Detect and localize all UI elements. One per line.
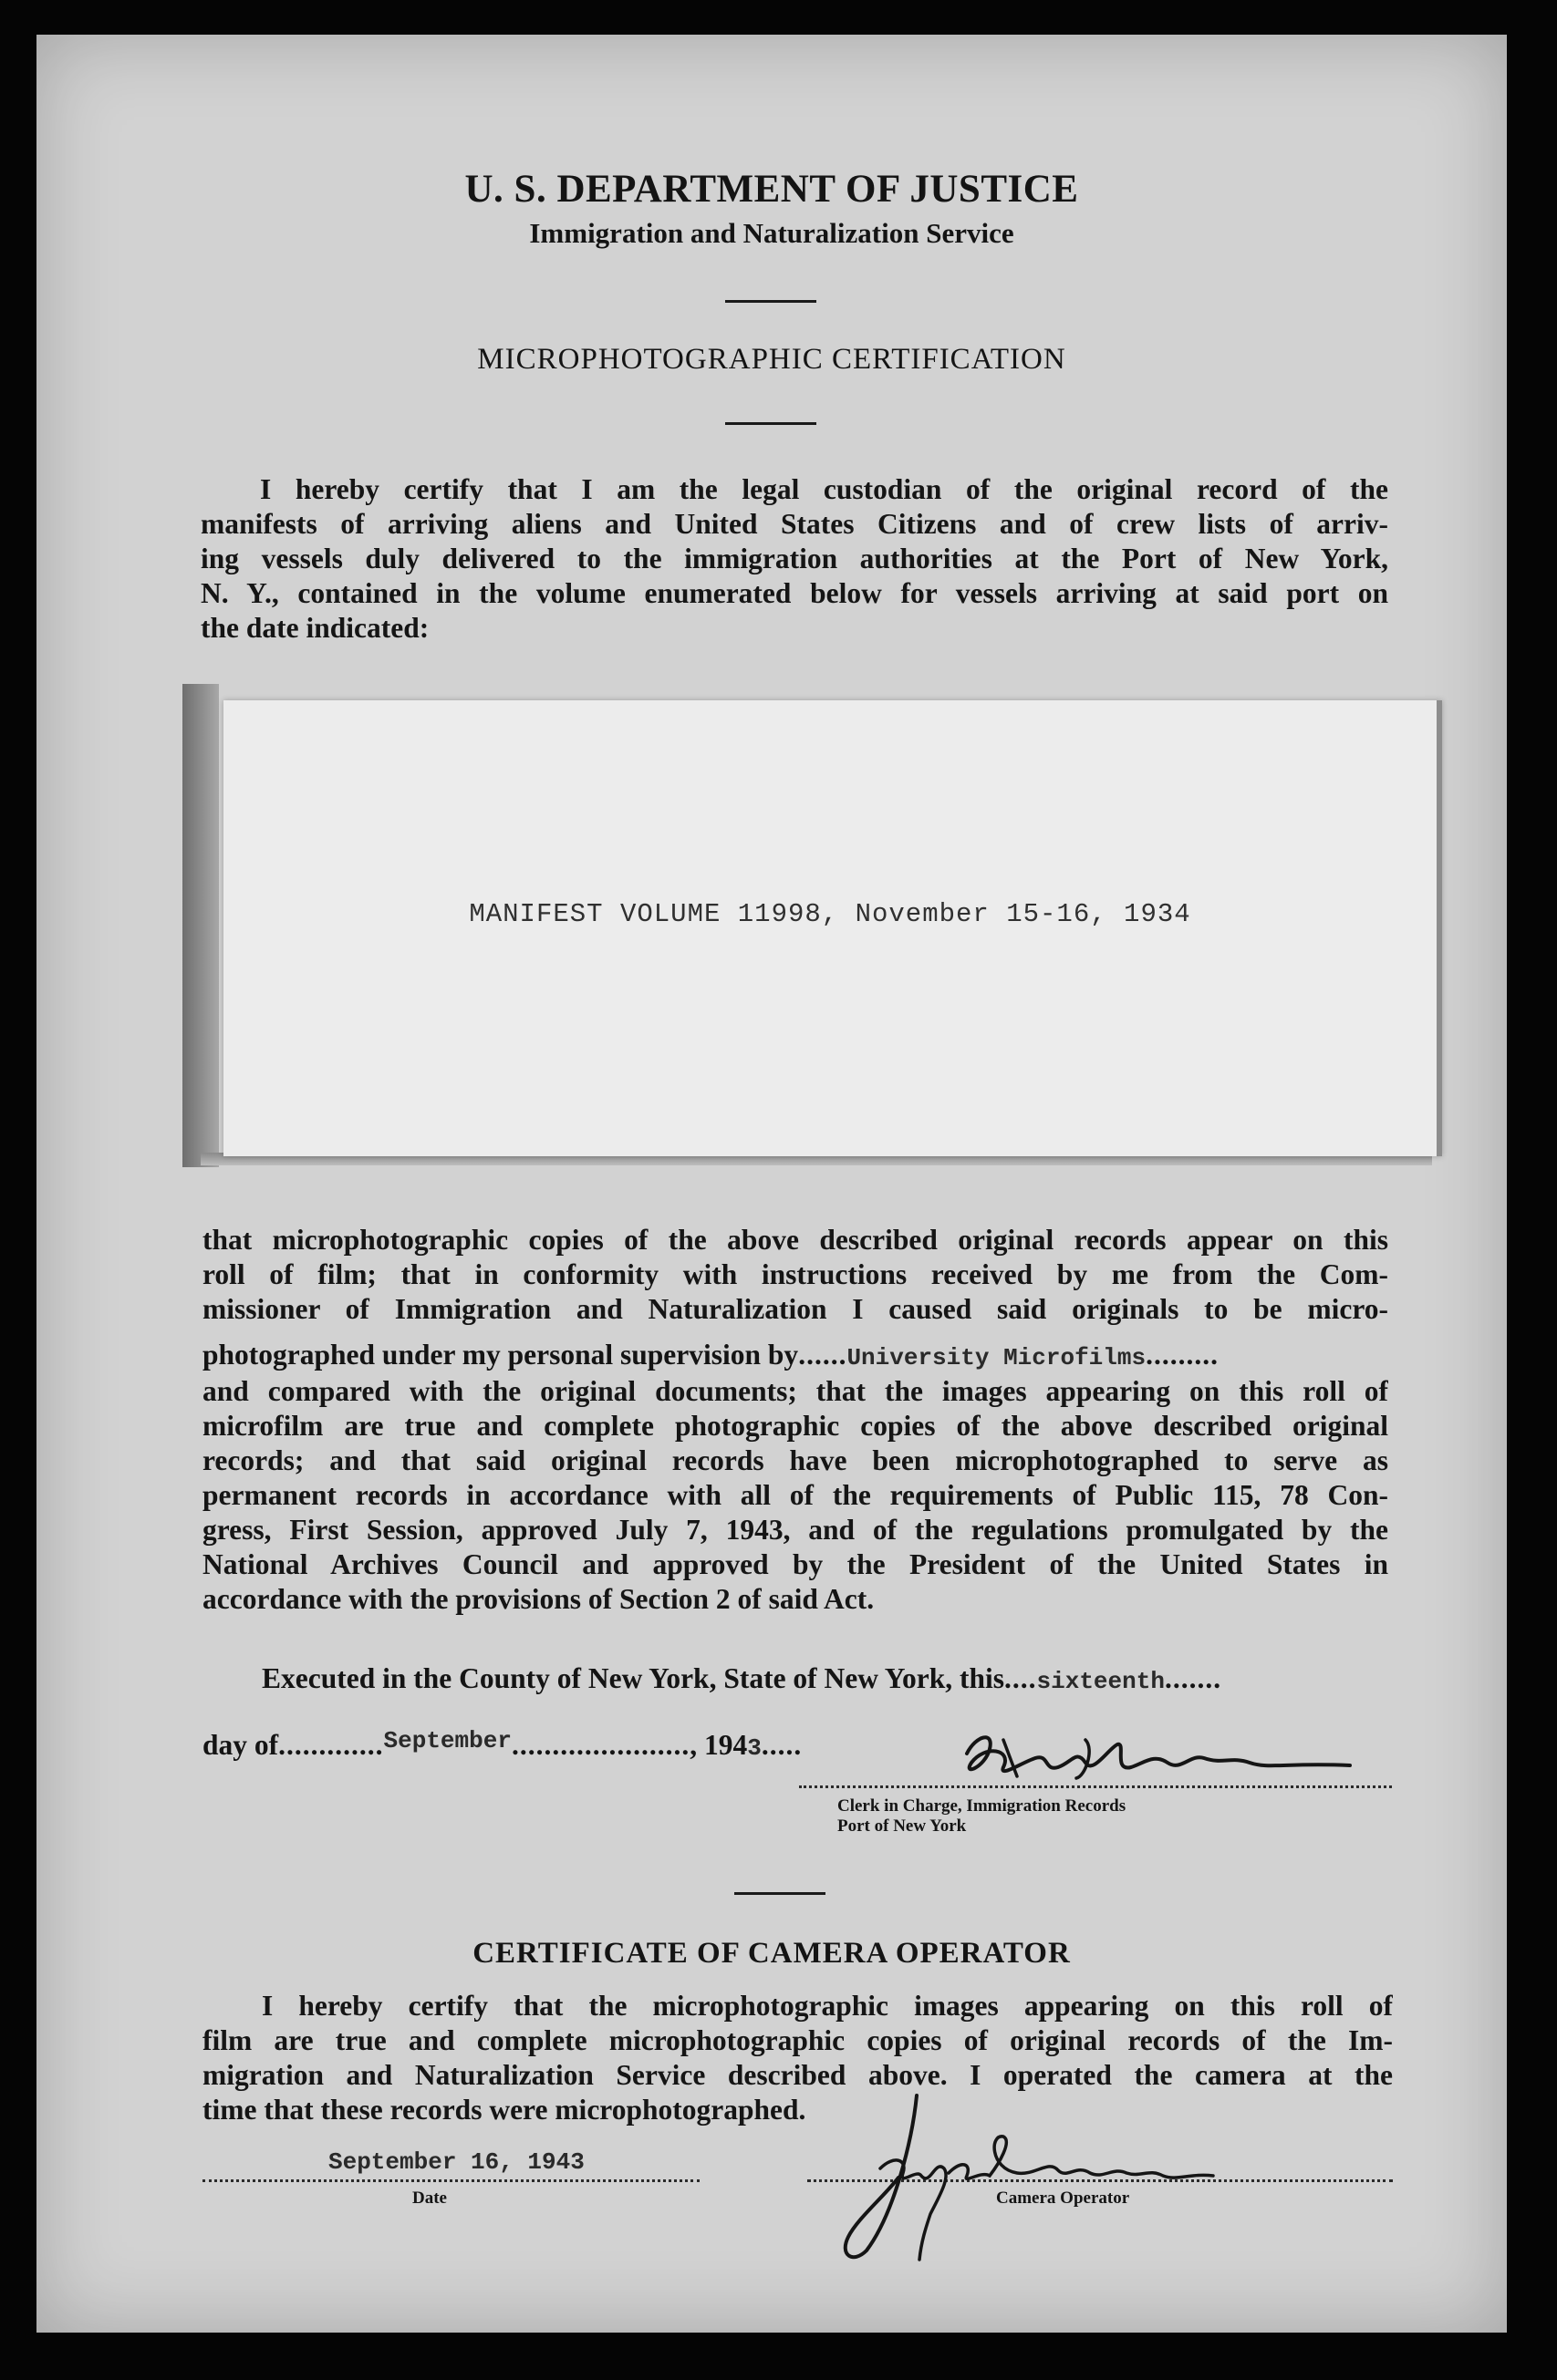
paragraph-line: I hereby certify that the microphotographic images appearing on this roll of	[262, 1990, 1393, 2022]
paragraph-line: film are true and complete microphotographic copies of original records of the Im-	[202, 2024, 1393, 2056]
paragraph-line: that microphotographic copies of the above described original records appear on this	[202, 1224, 1388, 1256]
camera-operator-label: Camera Operator	[996, 2189, 1130, 2208]
paragraph-line: time that these records were microphotographed.	[202, 2094, 806, 2126]
paragraph-line: microfilm are true and complete photographic copies of the above described original	[202, 1410, 1388, 1442]
certification-title: MICROPHOTOGRAPHIC CERTIFICATION	[477, 343, 1066, 376]
execution-line	[262, 1662, 1393, 1699]
divider-rule	[734, 1892, 825, 1895]
camera-operator-signature	[784, 2068, 1222, 2278]
execution-prefix: Executed in the County of New York, State of New York, this	[262, 1662, 1005, 1694]
date-line	[202, 1729, 932, 1767]
dotted-leader: .........	[1146, 1339, 1219, 1371]
supervision-line	[202, 1339, 1388, 1375]
execution-day: sixteenth	[1036, 1668, 1165, 1695]
supervision-company: University Microfilms	[846, 1344, 1147, 1371]
paragraph-line: the date indicated:	[201, 612, 430, 644]
supervision-prefix: photographed under my personal supervision by	[202, 1339, 799, 1371]
paragraph-line: roll of film; that in conformity with instructions received by me from the Com-	[202, 1258, 1388, 1290]
dotted-leader: .............	[278, 1729, 384, 1761]
paragraph-line: manifests of arriving aliens and United States Citizens and of crew lists of arriv-	[201, 508, 1388, 540]
body-paragraph	[202, 1223, 1388, 1327]
clerk-signature	[949, 1722, 1368, 1790]
paragraph-line: missioner of Immigration and Naturalization I caused said originals to be micro-	[202, 1293, 1388, 1325]
day-of-label: day of	[202, 1729, 279, 1761]
manifest-card	[223, 700, 1442, 1156]
manifest-volume-text: MANIFEST VOLUME 11998, November 15-16, 1934	[469, 899, 1191, 929]
paragraph-line: I hereby certify that I am the legal custodian of the original record of the	[260, 473, 1388, 505]
paragraph-line: ing vessels duly delivered to the immigration authorities at the Port of New York,	[201, 543, 1388, 574]
paragraph-line: accordance with the provisions of Section 2 of said Act.	[202, 1583, 875, 1615]
body-paragraph-continued	[202, 1374, 1388, 1617]
dotted-leader: ......	[798, 1339, 847, 1371]
inset-card-shadow	[182, 684, 219, 1167]
year-suffix: 3	[747, 1734, 762, 1762]
paragraph-line: N. Y., contained in the volume enumerated below for vessels arriving at said port on	[201, 577, 1388, 609]
certificate-page	[36, 35, 1507, 2333]
camera-certificate-heading: CERTIFICATE OF CAMERA OPERATOR	[472, 1937, 1071, 1970]
camera-date-value: September 16, 1943	[328, 2148, 585, 2176]
clerk-location: Port of New York	[837, 1816, 967, 1836]
paragraph-line: migration and Naturalization Service described above. I operated the camera at the	[202, 2059, 1393, 2091]
dotted-leader: ....	[1004, 1662, 1037, 1694]
intro-paragraph	[201, 472, 1388, 646]
paragraph-line: records; and that said original records have been microphotographed to serve as	[202, 1444, 1388, 1476]
paragraph-line: gress, First Session, approved July 7, 1943, and of the regulations promulgated by the	[202, 1514, 1388, 1546]
divider-rule	[725, 422, 816, 425]
dotted-leader: ......................	[511, 1729, 690, 1761]
clerk-title: Clerk in Charge, Immigration Records	[837, 1796, 1126, 1816]
paragraph-line: and compared with the original documents; that the images appearing on this roll of	[202, 1375, 1388, 1407]
date-signature-line	[202, 2179, 700, 2182]
dotted-leader: .......	[1164, 1662, 1222, 1694]
divider-rule	[725, 300, 816, 303]
year-prefix: , 194	[690, 1729, 748, 1761]
camera-date-label: Date	[412, 2189, 447, 2208]
paragraph-line: National Archives Council and approved by the President of the United States in	[202, 1548, 1388, 1580]
paragraph-line: permanent records in accordance with all of the requirements of Public 115, 78 Con-	[202, 1479, 1388, 1511]
department-title: U. S. DEPARTMENT OF JUSTICE	[464, 168, 1079, 211]
dotted-leader: .....	[761, 1729, 803, 1761]
service-subtitle: Immigration and Naturalization Service	[529, 217, 1014, 249]
execution-month: September	[383, 1727, 512, 1754]
